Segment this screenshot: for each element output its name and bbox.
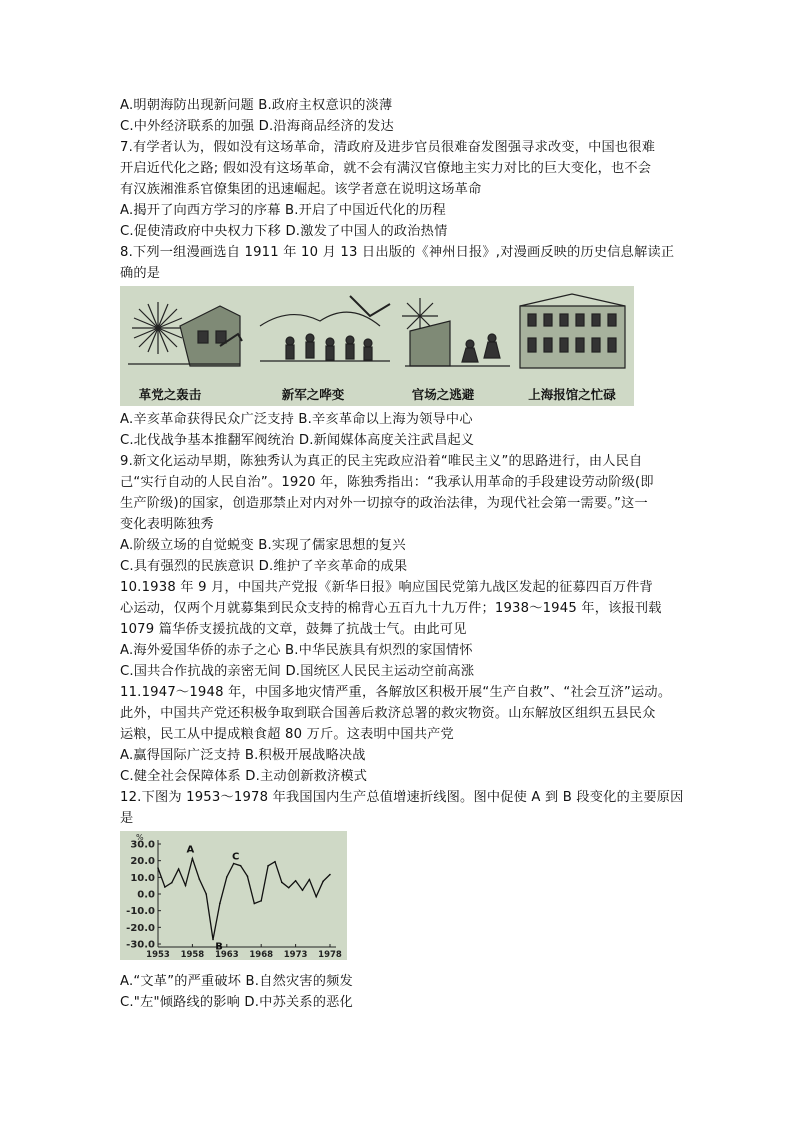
data-point bbox=[315, 896, 317, 898]
q9-stem-3: 生产阶级)的国家，创造那禁止对内对外一切掠夺的政治法律，为现代社会第一需要。”这一 bbox=[120, 496, 648, 511]
data-point bbox=[281, 882, 283, 884]
q9-options-cd: C.具有强烈的民族意识 D.维护了辛亥革命的成果 bbox=[120, 559, 408, 574]
annotation-a: A bbox=[186, 844, 195, 856]
data-point bbox=[247, 875, 249, 877]
data-point bbox=[171, 882, 173, 884]
cartoon-panel-2 bbox=[260, 296, 390, 361]
x-tick-label: 1968 bbox=[249, 950, 274, 960]
data-point bbox=[295, 880, 297, 882]
y-tick-label: -30.0 bbox=[126, 939, 155, 951]
q9-stem-2: 己“实行自动的人民自治”。1920 年，陈独秀指出：“我承认用革命的手段建设劳动阶级(即 bbox=[120, 475, 654, 490]
q11-stem-3: 运粮，民工从中提成粮食超 80 万斤。这表明中国共产党 bbox=[120, 727, 454, 742]
y-tick-label: -10.0 bbox=[126, 906, 155, 918]
data-point bbox=[260, 900, 262, 902]
data-point bbox=[240, 865, 242, 867]
data-point bbox=[192, 858, 194, 860]
q7-stem-1: 7.有学者认为，假如没有这场革命，清政府及进步官员很难奋发图强寻求改变，中国也很难 bbox=[120, 140, 656, 155]
q7-stem-2: 开启近代化之路; 假如没有这场革命，就不会有满汉官僚地主实力对比的巨大变化，也不会 bbox=[120, 161, 652, 176]
data-point bbox=[309, 879, 311, 881]
q10-stem-3: 1079 篇华侨支援抗战的文章，鼓舞了抗战士气。由此可见 bbox=[120, 622, 467, 637]
gdp-growth-chart bbox=[120, 831, 347, 960]
q8-options-ab: A.辛亥革命获得民众广泛支持 B.辛亥革命以上海为领导中心 bbox=[120, 412, 473, 427]
q12-stem-1: 12.下图为 1953～1978 年我国国内生产总值增速折线图。图中促使 A 到 B 段变化的主要原因 bbox=[120, 790, 684, 805]
q11-stem-1: 11.1947～1948 年，中国多地灾情严重，各解放区积极开展“生产自救”、“社会互济”运动。 bbox=[120, 685, 672, 700]
q11-options-cd: C.健全社会保障体系 D.主动创新救济模式 bbox=[120, 769, 368, 784]
data-point bbox=[212, 939, 214, 941]
cartoon-panel-1 bbox=[128, 302, 242, 366]
q9-options-ab: A.阶级立场的自觉蜕变 B.实现了儒家思想的复兴 bbox=[120, 538, 406, 553]
q11-options-ab: A.赢得国际广泛支持 B.积极开展战略决战 bbox=[120, 748, 366, 763]
y-tick-label: 0.0 bbox=[137, 889, 155, 901]
data-point bbox=[185, 885, 187, 887]
q7-stem-3: 有汉族湘淮系官僚集团的迅速崛起。该学者意在说明这场革命 bbox=[120, 182, 482, 197]
annotation-c: C bbox=[232, 851, 240, 863]
data-point bbox=[322, 881, 324, 883]
gdp-growth-chart-svg bbox=[120, 831, 347, 960]
q6-options-ab: A.明朝海防出现新问题 B.政府主权意识的淡薄 bbox=[120, 98, 393, 113]
q12-stem-2: 是 bbox=[120, 811, 134, 826]
data-point bbox=[219, 903, 221, 905]
y-axis-unit: % bbox=[136, 833, 144, 842]
cartoon-caption-3: 官场之逃避 bbox=[411, 387, 475, 402]
y-tick-label: 30.0 bbox=[130, 839, 155, 851]
data-point bbox=[233, 863, 235, 865]
q8-options-cd: C.北伐战争基本推翻军阀统治 D.新闻媒体高度关注武昌起义 bbox=[120, 433, 475, 448]
data-point bbox=[274, 861, 276, 863]
x-tick-label: 1958 bbox=[180, 950, 205, 960]
x-tick-label: 1963 bbox=[214, 950, 239, 960]
q10-options-ab: A.海外爱国华侨的赤子之心 B.中华民族具有炽烈的家国情怀 bbox=[120, 643, 473, 658]
cartoon-caption-2: 新军之哗变 bbox=[281, 387, 345, 402]
data-point bbox=[178, 868, 180, 870]
data-point bbox=[302, 889, 304, 891]
cartoon-strip bbox=[120, 286, 634, 406]
q9-stem-1: 9.新文化运动早期，陈独秀认为真正的民主宪政应沿着“唯民主义”的思路进行，由人民自 bbox=[120, 454, 643, 469]
x-tick-label: 1973 bbox=[283, 950, 308, 960]
q10-options-cd: C.国共合作抗战的亲密无间 D.国统区人民民主运动空前高涨 bbox=[120, 664, 475, 679]
data-point bbox=[157, 867, 159, 869]
data-point bbox=[267, 865, 269, 867]
annotation-b: B bbox=[215, 941, 223, 953]
data-point bbox=[164, 886, 166, 888]
data-point bbox=[254, 903, 256, 905]
y-tick-label: 20.0 bbox=[130, 856, 155, 868]
data-point bbox=[288, 887, 290, 889]
data-point bbox=[226, 876, 228, 878]
q8-stem-2: 确的是 bbox=[120, 266, 161, 281]
cartoon-panel-3 bbox=[402, 298, 510, 366]
cartoon-panel-4 bbox=[520, 294, 625, 368]
data-point bbox=[205, 893, 207, 895]
data-point bbox=[329, 874, 331, 876]
data-point bbox=[198, 878, 200, 880]
cartoon-illustration bbox=[120, 286, 634, 406]
q11-stem-2: 此外，中国共产党还积极争取到联合国善后救济总署的救灾物资。山东解放区组织五县民众 bbox=[120, 706, 656, 721]
q7-options-ab: A.揭开了向西方学习的序幕 B.开启了中国近代化的历程 bbox=[120, 203, 446, 218]
gdp-growth-line bbox=[158, 859, 330, 940]
q10-stem-2: 心运动，仅两个月就募集到民众支持的棉背心五百九十九万件；1938～1945 年，该报刊载 bbox=[120, 601, 662, 616]
q12-options-ab: A.“文革”的严重破坏 B.自然灾害的频发 bbox=[120, 974, 353, 989]
x-tick-label: 1978 bbox=[318, 950, 342, 960]
q10-stem-1: 10.1938 年 9 月，中国共产党报《新华日报》响应国民党第九战区发起的征募四百万件背 bbox=[120, 580, 653, 595]
q8-stem-1: 8.下列一组漫画选自 1911 年 10 月 13 日出版的《神州日报》,对漫画反映的历史信息解读正 bbox=[120, 245, 675, 260]
y-tick-label: 10.0 bbox=[130, 872, 155, 884]
q9-stem-4: 变化表明陈独秀 bbox=[120, 517, 214, 532]
cartoon-caption-4: 上海报馆之忙碌 bbox=[528, 387, 616, 402]
q12-options-cd: C."左"倾路线的影响 D.中苏关系的恶化 bbox=[120, 995, 353, 1010]
q7-options-cd: C.促使清政府中央权力下移 D.激发了中国人的政治热情 bbox=[120, 224, 448, 239]
cartoon-caption-1: 革党之轰击 bbox=[138, 387, 202, 402]
x-tick-label: 1953 bbox=[146, 950, 170, 960]
q6-options-cd: C.中外经济联系的加强 D.沿海商品经济的发达 bbox=[120, 119, 394, 134]
y-tick-label: -20.0 bbox=[126, 922, 155, 934]
